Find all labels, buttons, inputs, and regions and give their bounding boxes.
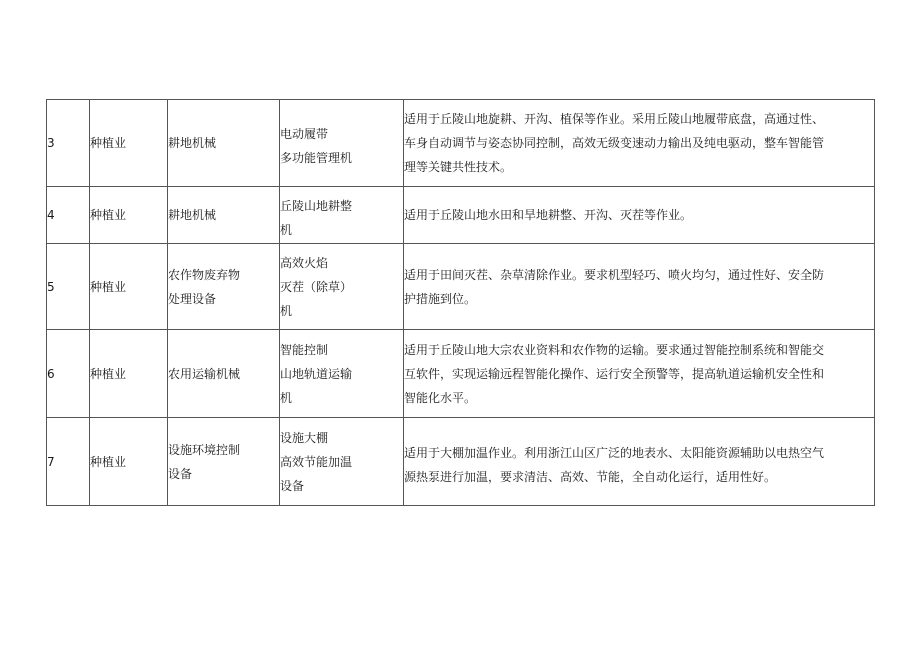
equipment-name-line: 山地轨道运输 bbox=[280, 366, 353, 381]
category-cell bbox=[168, 418, 280, 506]
equipment-name-cell bbox=[280, 330, 404, 418]
description-line: 理等关键共性技术。 bbox=[404, 160, 513, 174]
row-number-cell bbox=[47, 330, 90, 418]
equipment-name-line: 机 bbox=[280, 303, 293, 318]
description-line: 互软件，实现运输远程智能化操作、运行安全预警等，提高轨道运输机安全性和 bbox=[404, 366, 825, 381]
row-number: 6 bbox=[47, 366, 55, 381]
row-number: 7 bbox=[47, 454, 55, 469]
description-cell bbox=[404, 244, 875, 330]
category-text: 设施环境控制 bbox=[168, 442, 241, 457]
category-text: 处理设备 bbox=[168, 291, 217, 306]
category-text: 设备 bbox=[168, 466, 193, 481]
industry-cell bbox=[90, 418, 168, 506]
description-line: 护措施到位。 bbox=[404, 291, 477, 306]
category-text: 耕地机械 bbox=[168, 208, 217, 222]
equipment-name-line: 多功能管理机 bbox=[280, 151, 353, 165]
category-cell bbox=[168, 187, 280, 244]
row-number-cell bbox=[47, 244, 90, 330]
equipment-name-cell bbox=[280, 244, 404, 330]
description-cell bbox=[404, 187, 875, 244]
industry-cell bbox=[90, 100, 168, 187]
equipment-name-line: 智能控制 bbox=[280, 342, 329, 357]
equipment-name-line: 设备 bbox=[280, 478, 305, 493]
industry-text: 种植业 bbox=[90, 208, 127, 222]
description-line: 适用于丘陵山地水田和旱地耕整、开沟、灭茬等作业。 bbox=[404, 208, 693, 222]
equipment-name-cell bbox=[280, 100, 404, 187]
industry-cell bbox=[90, 244, 168, 330]
equipment-name-line: 电动履带 bbox=[280, 127, 329, 141]
equipment-table bbox=[46, 99, 875, 506]
equipment-name-line: 高效火焰 bbox=[280, 255, 329, 270]
equipment-name-line: 机 bbox=[280, 390, 293, 405]
description-line: 智能化水平。 bbox=[404, 390, 477, 405]
industry-text: 种植业 bbox=[90, 366, 127, 381]
industry-text: 种植业 bbox=[90, 136, 127, 150]
description-line: 车身自动调节与姿态协同控制，高效无级变速动力输出及纯电驱动，整车智能管 bbox=[404, 136, 825, 150]
row-number-cell bbox=[47, 418, 90, 506]
category-cell bbox=[168, 244, 280, 330]
description-line: 源热泵进行加温，要求清洁、高效、节能，全自动化运行，适用性好。 bbox=[404, 469, 777, 484]
industry-cell bbox=[90, 187, 168, 244]
row-number-cell bbox=[47, 187, 90, 244]
description-cell bbox=[404, 330, 875, 418]
row-number: 3 bbox=[47, 136, 55, 150]
category-text: 耕地机械 bbox=[168, 136, 217, 150]
table-row bbox=[47, 418, 875, 506]
table-row bbox=[47, 187, 875, 244]
description-line: 适用于大棚加温作业。利用浙江山区广泛的地表水、太阳能资源辅助以电热空气 bbox=[404, 445, 825, 460]
equipment-name-cell bbox=[280, 187, 404, 244]
equipment-name-line: 高效节能加温 bbox=[280, 454, 353, 469]
category-text: 农用运输机械 bbox=[168, 366, 241, 381]
industry-text: 种植业 bbox=[90, 454, 127, 469]
category-cell bbox=[168, 330, 280, 418]
description-cell bbox=[404, 418, 875, 506]
row-number: 4 bbox=[47, 208, 55, 222]
row-number-cell bbox=[47, 100, 90, 187]
category-cell bbox=[168, 100, 280, 187]
description-line: 适用于田间灭茬、杂草清除作业。要求机型轻巧、喷火均匀，通过性好、安全防 bbox=[404, 267, 825, 282]
industry-cell bbox=[90, 330, 168, 418]
equipment-name-line: 设施大棚 bbox=[280, 430, 329, 445]
table-row bbox=[47, 330, 875, 418]
table-row bbox=[47, 100, 875, 187]
equipment-name-cell bbox=[280, 418, 404, 506]
description-cell bbox=[404, 100, 875, 187]
equipment-name-line: 灭茬（除草） bbox=[280, 279, 353, 294]
row-number: 5 bbox=[47, 279, 55, 294]
table-row bbox=[47, 244, 875, 330]
equipment-name-line: 丘陵山地耕整 bbox=[280, 199, 353, 213]
equipment-name-line: 机 bbox=[280, 223, 293, 237]
industry-text: 种植业 bbox=[90, 279, 127, 294]
category-text: 农作物废弃物 bbox=[168, 267, 241, 282]
description-line: 适用于丘陵山地大宗农业资料和农作物的运输。要求通过智能控制系统和智能交 bbox=[404, 342, 825, 357]
description-line: 适用于丘陵山地旋耕、开沟、植保等作业。采用丘陵山地履带底盘，高通过性、 bbox=[404, 112, 825, 126]
